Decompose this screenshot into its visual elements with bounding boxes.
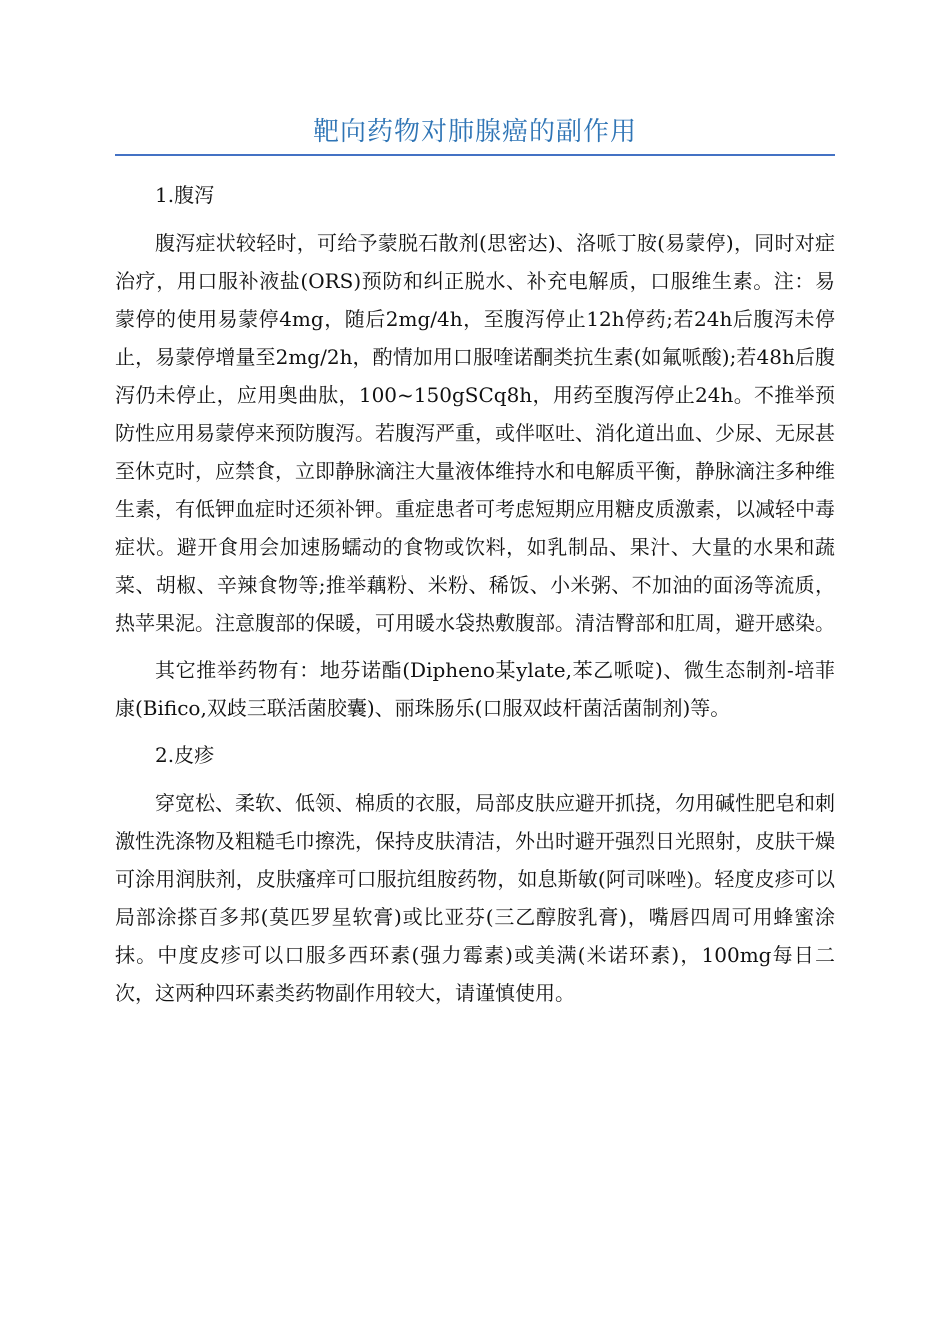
document-body <box>115 176 835 1021</box>
page-title: 靶向药物对肺腺癌的副作用 <box>312 117 637 147</box>
paragraph-rash-care: 穿宽松、柔软、低领、棉质的衣服，局部皮肤应避开抓挠，勿用碱性肥皂和刺激性洗涤物及粗糙毛巾擦洗，保持皮肤清洁，外出时避开强烈日光照射，皮肤干燥可涂用润肤剂，皮肤瘙痒可口服抗组胺药物，如息斯敏(阿司咪唑)。轻度皮疹可以局部涂搽百多邦(莫匹罗星软膏)或比亚芬(三乙醇胺乳膏)，嘴唇四周可用蜂蜜涂抹。中度皮疹可以口服多西环素(强力霉素)或美满(米诺环素)，100mg每日二次，这两种四环素类药物副作用较大，请谨慎使用。 <box>115 791 835 1005</box>
section-heading-diarrhea: 1.腹泻 <box>155 183 215 207</box>
title-block <box>115 112 835 152</box>
paragraph-diarrhea-treatment: 腹泻症状较轻时，可给予蒙脱石散剂(思密达)、洛哌丁胺(易蒙停)，同时对症治疗，用口服补液盐(ORS)预防和纠正脱水、补充电解质，口服维生素。注：易蒙停的使用易蒙停4mg，随后2mg/4h，至腹泻停止12h停药;若24h后腹泻未停止，易蒙停增量至2mg/2h，酌情加用口服喹诺酮类抗生素(如氟哌酸);若48h后腹泻仍未停止，应用奥曲肽，100~150gSCq8h，用药至腹泻停止24h。不推举预防性应用易蒙停来预防腹泻。若腹泻严重，或伴呕吐、消化道出血、少尿、无尿甚至休克时，应禁食，立即静脉滴注大量液体维持水和电解质平衡，静脉滴注多种维生素，有低钾血症时还须补钾。重症患者可考虑短期应用糖皮质激素，以减轻中毒症状。避开食用会加速肠蠕动的食物或饮料，如乳制品、果汁、大量的水果和蔬菜、胡椒、辛辣食物等;推举藕粉、米粉、稀饭、小米粥、不加油的面汤等流质，热苹果泥。注意腹部的保暖，可用暖水袋热敷腹部。清洁臀部和肛周，避开感染。 <box>115 231 835 635</box>
section-heading-rash: 2.皮疹 <box>155 743 215 767</box>
title-divider <box>115 154 835 156</box>
paragraph-diarrhea-other-drugs: 其它推举药物有：地芬诺酯(Dipheno某ylate,苯乙哌啶)、微生态制剂-培菲康(Bifico,双歧三联活菌胶囊)、丽珠肠乐(口服双歧杆菌活菌制剂)等。 <box>115 658 835 720</box>
